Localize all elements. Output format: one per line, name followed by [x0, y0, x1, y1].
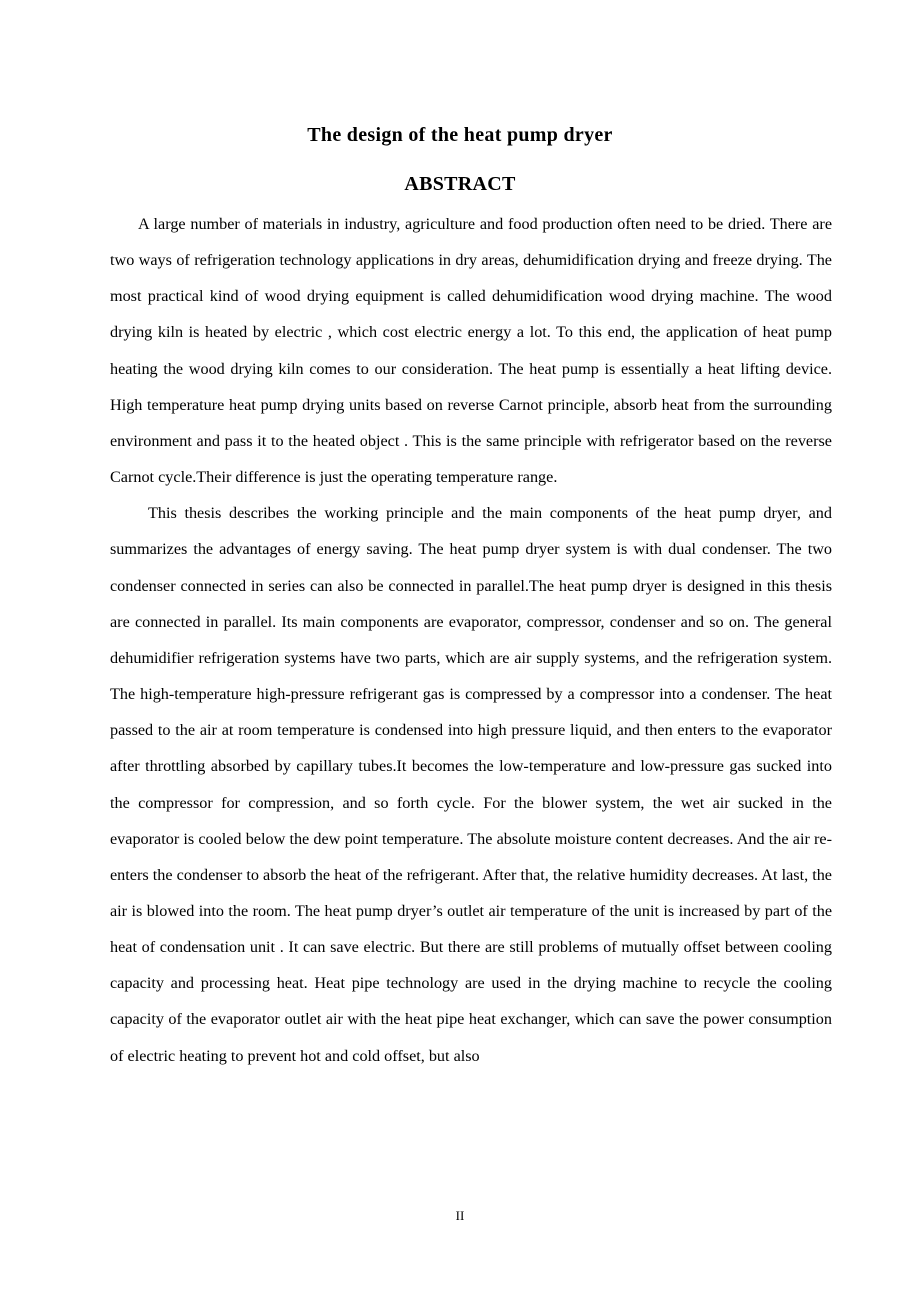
abstract-paragraph-2: This thesis describes the working principle and the main components of the heat pump dryer, and summarizes the advantages of energy saving. The heat pump dryer system is with dual condenser. The two condenser connected in series can also be connected in parallel.The heat pump dryer is designed in this thesis are connected in parallel. Its main components are evaporator, compressor, condenser and so on. The general dehumidifier refrigeration systems have two parts, which are air supply systems, and the refrigeration system. The high-temperature high-pressure refrigerant gas is compressed by a compressor into a condenser. The heat passed to the air at room temperature is condensed into high pressure liquid, and then enters to the evaporator after throttling absorbed by capillary tubes.It becomes the low-temperature and low-pressure gas sucked into the compressor for compression, and so forth cycle. For the blower system, the wet air sucked in the evaporator is cooled below the dew point temperature. The absolute moisture content decreases. And the air re-enters the condenser to absorb the heat of the refrigerant. After that, the relative humidity decreases. At last, the air is blowed into the room. The heat pump dryer’s outlet air temperature of the unit is increased by part of the heat of condensation unit . It can save electric. But there are still problems of mutually offset between cooling capacity and processing heat. Heat pipe technology are used in the drying machine to recycle the cooling capacity of the evaporator outlet air with the heat pipe heat exchanger, which can save the power consumption of electric heating to prevent hot and cold offset, but also [110, 504, 832, 1065]
abstract-heading: ABSTRACT [404, 173, 516, 195]
page-number: II [455, 1208, 465, 1223]
document-title: The design of the heat pump dryer [307, 124, 613, 146]
abstract-body [110, 206, 832, 1074]
abstract-paragraph-1: A large number of materials in industry, agriculture and food production often need to be dried. There are two ways of refrigeration technology applications in dry areas, dehumidification drying and freeze drying. The most practical kind of wood drying equipment is called dehumidification wood drying machine. The wood drying kiln is heated by electric , which cost electric energy a lot. To this end, the application of heat pump heating the wood drying kiln comes to our consideration. The heat pump is essentially a heat lifting device. High temperature heat pump drying units based on reverse Carnot principle, absorb heat from the surrounding environment and pass it to the heated object . This is the same principle with refrigerator based on the reverse Carnot cycle.Their difference is just the operating temperature range. [110, 215, 832, 487]
